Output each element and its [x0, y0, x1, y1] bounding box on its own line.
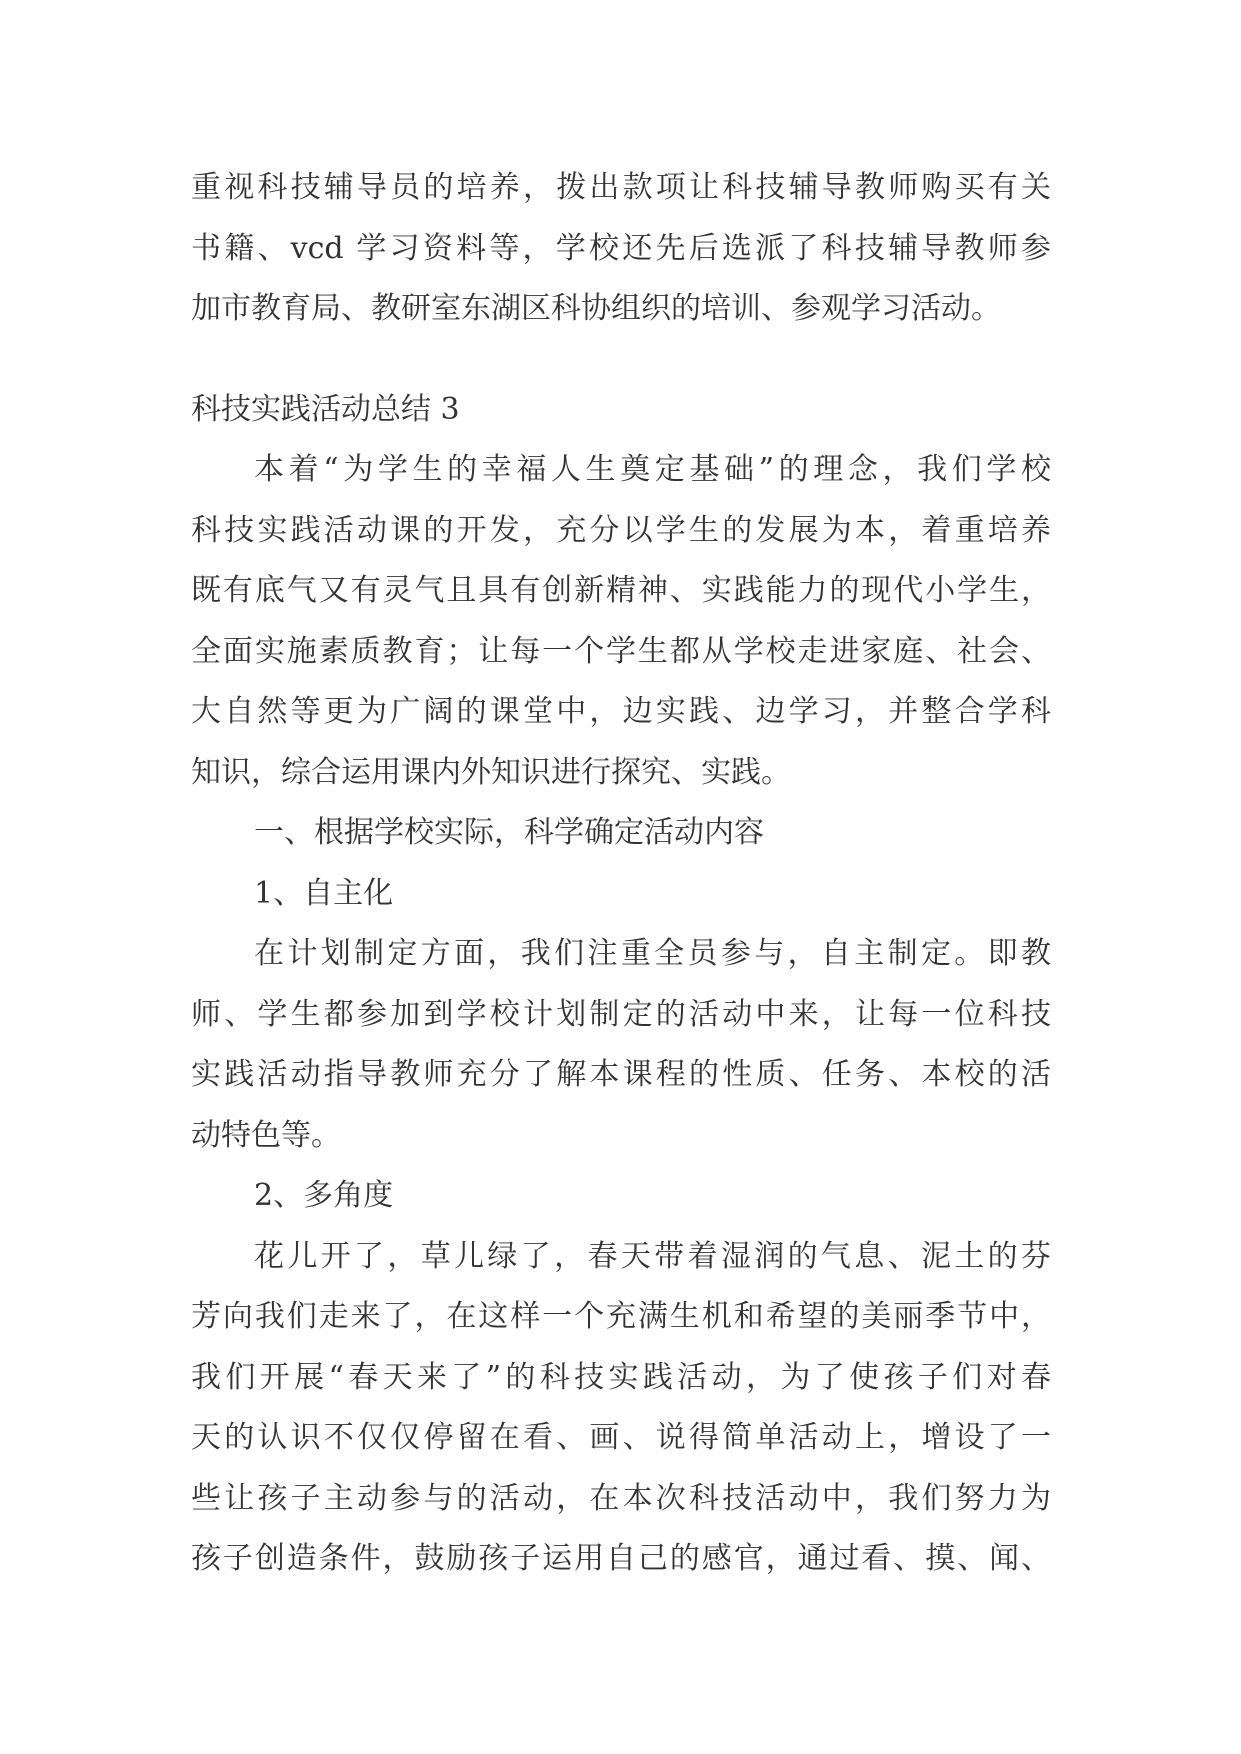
text-line: 科技实践活动课的开发，充分以学生的发展为本，着重培养: [191, 512, 1051, 548]
text-line: 全面实施素质教育；让每一个学生都从学校走进家庭、社会、: [191, 633, 1051, 669]
paragraph-gap: [191, 340, 1051, 380]
text-line: 本着“为学生的幸福人生奠定基础”的理念，我们学校: [254, 452, 1051, 487]
text-line: 既有底气又有灵气且具有创新精神、实践能力的现代小学生，: [191, 573, 1051, 608]
text-line: 大自然等更为广阔的课堂中，边实践、边学习，并整合学科: [191, 694, 1051, 729]
text-line: 在计划制定方面，我们注重全员参与，自主制定。即教: [254, 936, 1051, 971]
text-line: 书籍、vcd 学习资料等，学校还先后选派了科技辅导教师参: [191, 230, 1051, 266]
text-line: 实践活动指导教师充分了解本课程的性质、任务、本校的活: [191, 1057, 1051, 1092]
text-line: 孩子创造条件，鼓励孩子运用自己的感官，通过看、摸、闻、: [191, 1541, 1051, 1576]
text-line: 师、学生都参加到学校计划制定的活动中来，让每一位科技: [191, 996, 1051, 1032]
heading: 一、根据学校实际，科学确定活动内容: [254, 815, 764, 850]
text-line: 动特色等。: [191, 1117, 341, 1153]
subheading: 1、自主化: [254, 875, 394, 911]
text-line: 重视科技辅导员的培养，拨出款项让科技辅导教师购买有关: [191, 170, 1051, 205]
text-line: 知识，综合运用课内外知识进行探究、实践。: [191, 754, 791, 790]
text-line: 加市教育局、教研室东湖区科协组织的培训、参观学习活动。: [191, 291, 1001, 326]
text-line: 花儿开了，草儿绿了，春天带着湿润的气息、泥土的芬: [254, 1238, 1051, 1274]
text-line: 我们开展“春天来了”的科技实践活动，为了使孩子们对春: [191, 1359, 1051, 1395]
text-line: 芳向我们走来了，在这样一个充满生机和希望的美丽季节中，: [191, 1299, 1051, 1334]
subheading: 2、多角度: [254, 1178, 394, 1213]
text-line: 天的认识不仅仅停留在看、画、说得简单活动上，增设了一: [191, 1420, 1051, 1455]
text-line: 些让孩子主动参与的活动，在本次科技活动中，我们努力为: [191, 1480, 1051, 1516]
section-title: 科技实践活动总结 3: [191, 391, 460, 427]
document-body: [191, 158, 1051, 1590]
